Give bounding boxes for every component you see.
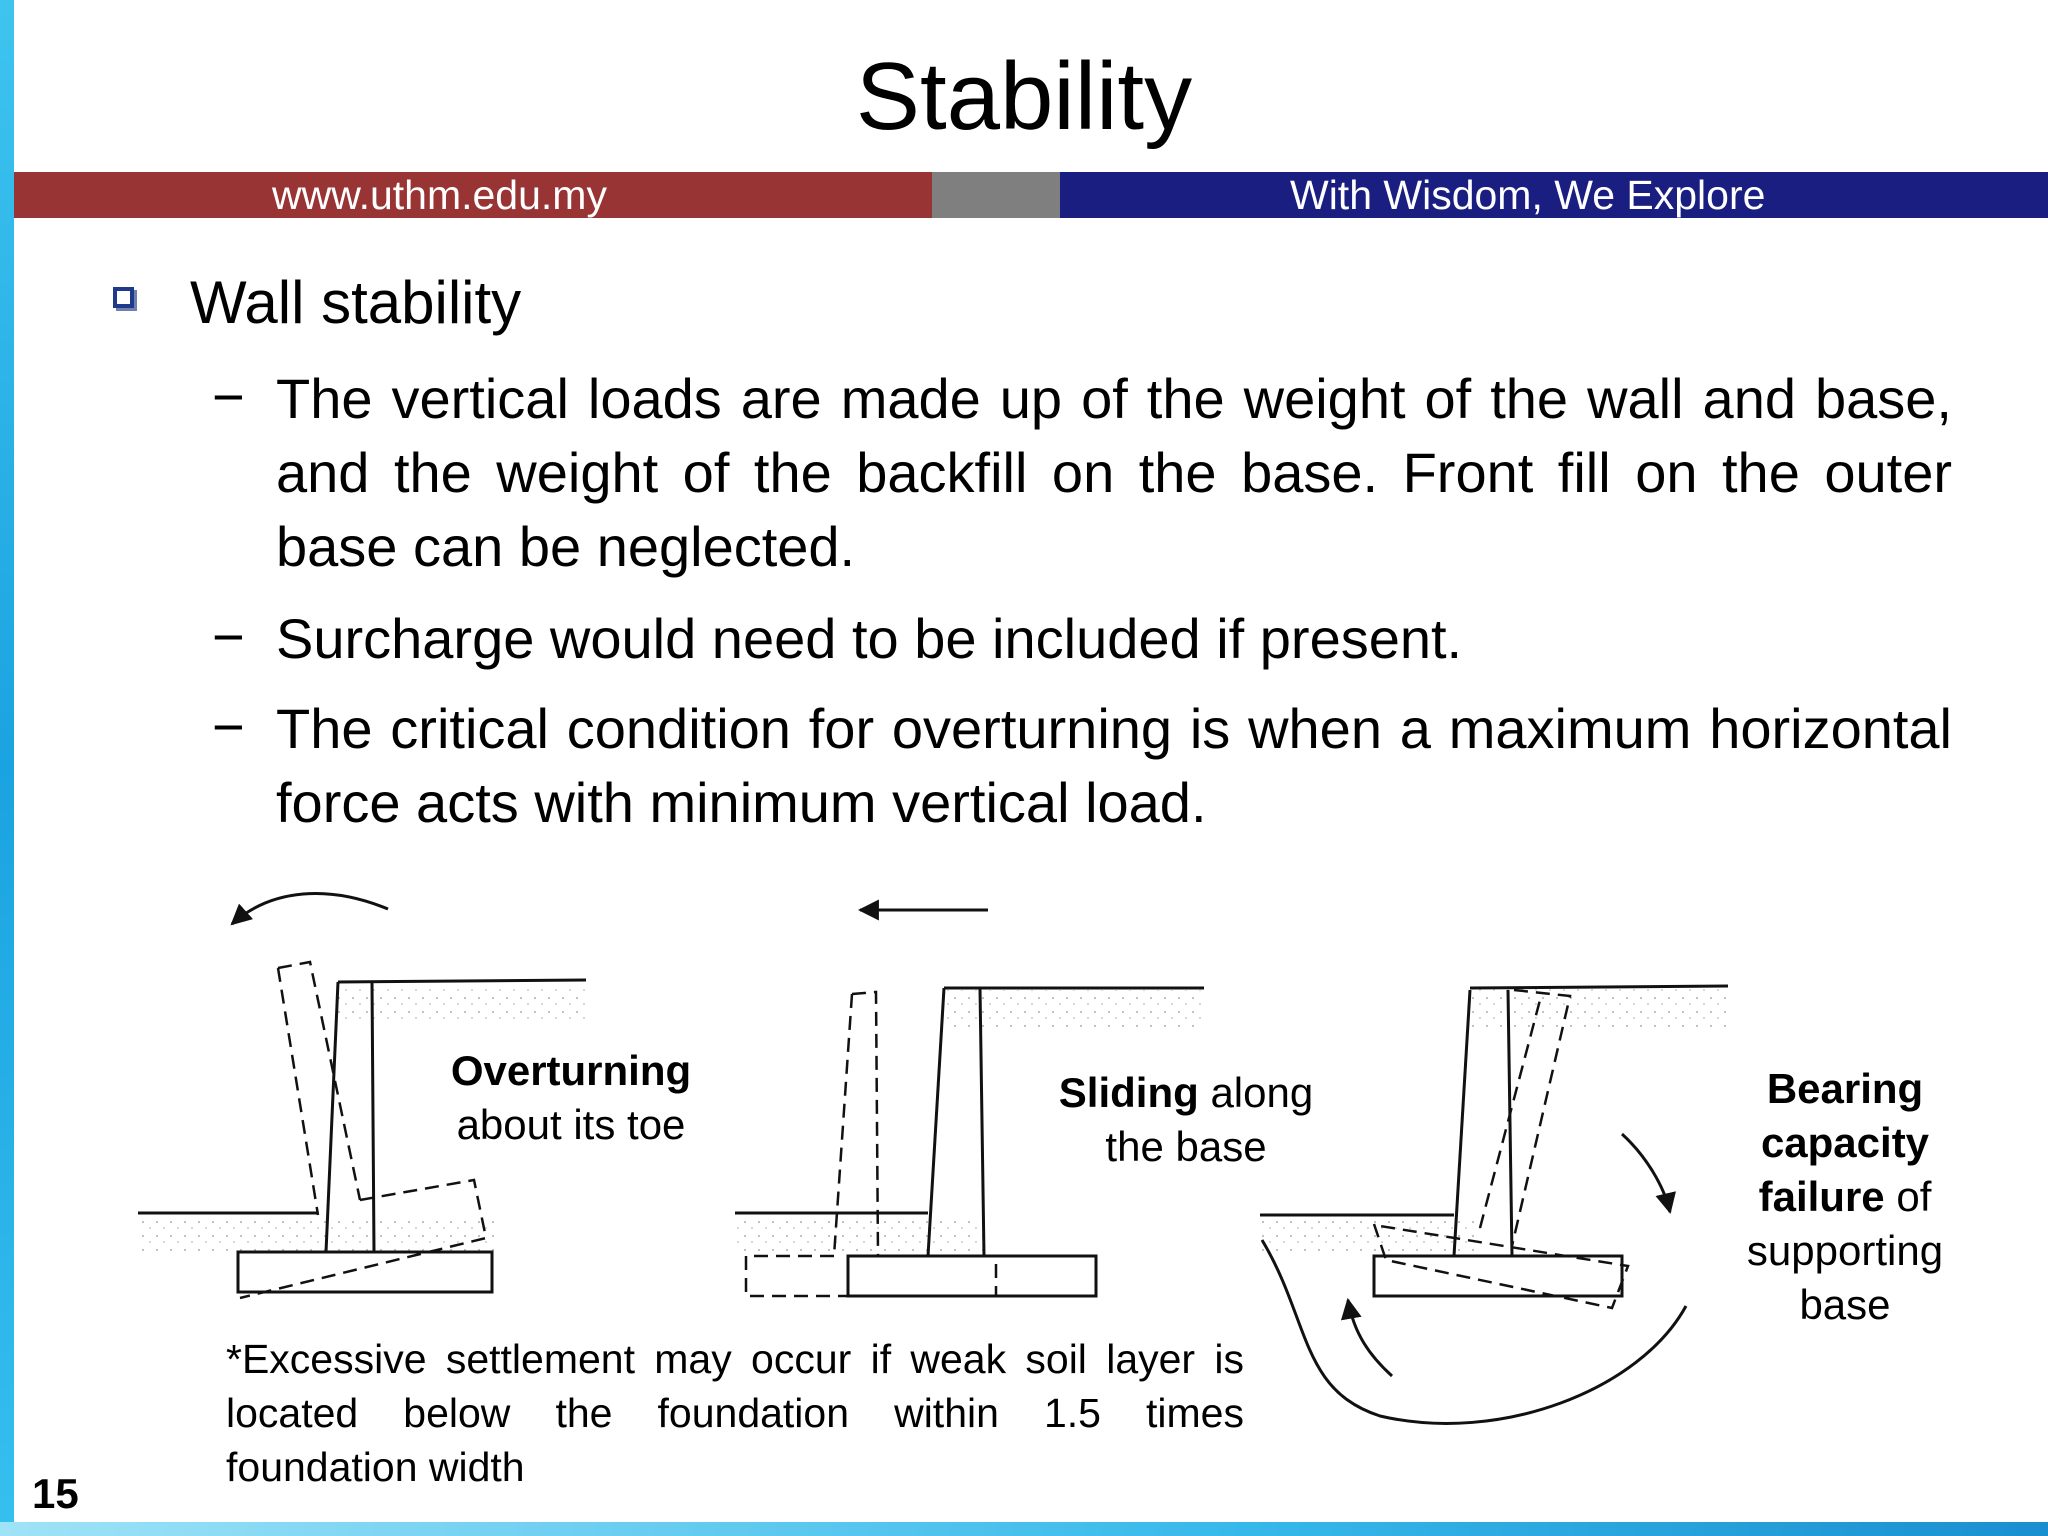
bearing-label-rest3: base [1799, 1281, 1891, 1328]
banner-motto: With Wisdom, We Explore [1290, 172, 1766, 218]
dash-bullet: − [212, 605, 245, 668]
bearing-capacity-label [1712, 1062, 1978, 1332]
bearing-label-bold3: failure [1758, 1173, 1885, 1220]
banner-url: www.uthm.edu.my [272, 172, 607, 218]
overturning-label-bold: Overturning [450, 1047, 692, 1094]
sliding-label-rest2: the base [1105, 1123, 1267, 1170]
sliding-label [1026, 1066, 1346, 1174]
bearing-label-bold1: Bearing [1766, 1065, 1924, 1112]
bearing-label-bold2: capacity [1760, 1119, 1930, 1166]
sliding-label-bold: Sliding [1058, 1069, 1199, 1116]
bearing-label-rest2: supporting [1746, 1227, 1944, 1274]
bearing-label-rest1: of [1884, 1173, 1932, 1220]
rotation-arrow [1348, 1300, 1392, 1376]
slide-title: Stability [855, 43, 1193, 150]
overturning-label-rest: about its toe [456, 1101, 686, 1148]
dash-bullet: − [212, 695, 245, 758]
rotation-arrow [232, 893, 388, 924]
settlement-note: *Excessive settlement may occur if weak soil layer is located below the foundation within 1.5 times foundation width [226, 1336, 1244, 1490]
rotation-arrow [1622, 1134, 1670, 1212]
point-vertical-loads: The vertical loads are made up of the weight of the wall and base, and the weight of the backfill on the base. Front fill on the outer base can be neglected. [276, 367, 1952, 578]
page-number: 15 [32, 1470, 79, 1517]
overturning-label [426, 1044, 716, 1152]
displaced-wall-outline [1374, 990, 1628, 1308]
sliding-label-rest: along [1198, 1069, 1314, 1116]
bearing-capacity-diagram [1260, 986, 1730, 1423]
point-surcharge: Surcharge would need to be included if present. [276, 607, 1463, 670]
dash-bullet: − [212, 365, 245, 428]
section-heading: Wall stability [190, 269, 522, 336]
point-critical-condition: The critical condition for overturning is when a maximum horizontal force acts with minimum vertical load. [276, 697, 1952, 834]
